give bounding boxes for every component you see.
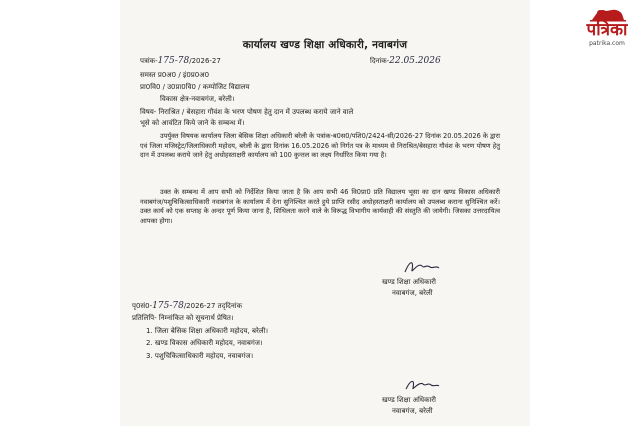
copy-intro: प्रतिलिपि- निम्नांकित को सूचनार्थ प्रेषित।	[132, 314, 234, 322]
recipient-line-1: समस्त प्र0अ0 / इं0प्र0अ0	[140, 71, 210, 79]
recipient-line-2: प्रा0वि0 / उ0प्रा0वि0 / कम्पोजिट विद्यालय	[140, 83, 250, 91]
signature-1	[402, 258, 442, 276]
ref-number: 175-78	[157, 56, 190, 66]
signatory-2-designation: खण्ड शिक्षा अधिकारी	[382, 396, 436, 404]
date-label: दिनांक-	[370, 57, 390, 65]
logo-title: पत्रिका	[586, 20, 628, 40]
reference-line	[140, 57, 221, 66]
copy-ref-number: 175-78	[152, 301, 184, 311]
subject-line-2: भूसे को आवंटित किये जाने के सम्बन्ध में।	[140, 119, 245, 127]
signature-2	[402, 376, 442, 394]
letter-document	[120, 0, 530, 426]
copy-reference-line	[132, 302, 242, 311]
recipient-line-3: विकास क्षेत्र-नवाबगंज, बरेली।	[160, 95, 235, 103]
patrika-logo	[532, 0, 640, 60]
copy-ref-label: पृ0सं0-	[132, 302, 153, 310]
paragraph-1: उपर्युक्त विषयक कार्यालय जिला बेसिक शिक्षा अधिकारी बरेली के पत्रांक-ब0स0/पशि0/2424-सी/2026-27 दिनांक 20.05.2026 के द्वारा एवं जिला मजिस्ट्रेट/जिलाधिकारी महोदय, बरेली के द्वारा दिनांक 16.05.2026 को निर्गत पत्र के माध्यम से निराश्रित/बेसहारा गौवंश के भरण पोषण हेतु दान में उपलब्ध कराये जाने हेतु अधोहस्ताक्षरी कार्यालय को 100 कुन्तल का लक्ष्य निर्धारित किया गया है।	[140, 132, 500, 160]
copy-ref-tail: /2026-27 तद्‌दिनांक	[183, 302, 242, 310]
logo-site: patrika.com	[589, 40, 625, 47]
ref-year: /2026-27	[189, 57, 221, 65]
signatory-1-designation: खण्ड शिक्षा अधिकारी	[382, 278, 436, 286]
copy-item: 2. खण्ड विकास अधिकारी महोदय, नवाबगंज।	[146, 339, 263, 347]
signatory-2-location: नवाबगंज, बरेली	[392, 407, 433, 415]
date-value: 22.05.2026	[389, 56, 441, 66]
subject-line-1: विषय- निराश्रित / बेसहारा गौवंश के भरण पोषण हेतु दान में उपलब्ध कराये जाने वाले	[140, 108, 354, 116]
copy-item: 3. पशुचिकित्साधिकारी महोदय, नवाबगंज।	[146, 352, 254, 360]
office-heading: कार्यालय खण्ड शिक्षा अधिकारी, नवाबगंज	[242, 39, 408, 51]
copy-item: 1. जिला बेसिक शिक्षा अधिकारी महोदय, बरेली।	[146, 327, 269, 335]
signatory-1-location: नवाबगंज, बरेली	[392, 289, 433, 297]
paragraph-2: उक्त के सम्बन्ध में आप सभी को निर्देशित किया जाता है कि आप सभी 46 वि0प्रा0 प्रति विद्यालय भूसा का दान खण्ड विकास अधिकारी नवाबगंज/पशुचिकित्साधिकारी नवाबगंज के कार्यालय में देना सुनिश्चित करते हुये प्राप्ति रसीद अधोहस्ताक्षरी कार्यालय को उपलब्ध कराना सुनिश्चित करें। उक्त कार्य को एक सप्ताह के अन्दर पूर्ण किया जाना है, शिथिलता करने वाले के विरूद्ध विभागीय कार्यवाही की संस्तुति की जायेगी। जिसका उत्तरदायित्व आपका होगा।	[140, 188, 500, 225]
ref-label: पत्रांक-	[140, 57, 158, 65]
date-line	[370, 57, 441, 66]
